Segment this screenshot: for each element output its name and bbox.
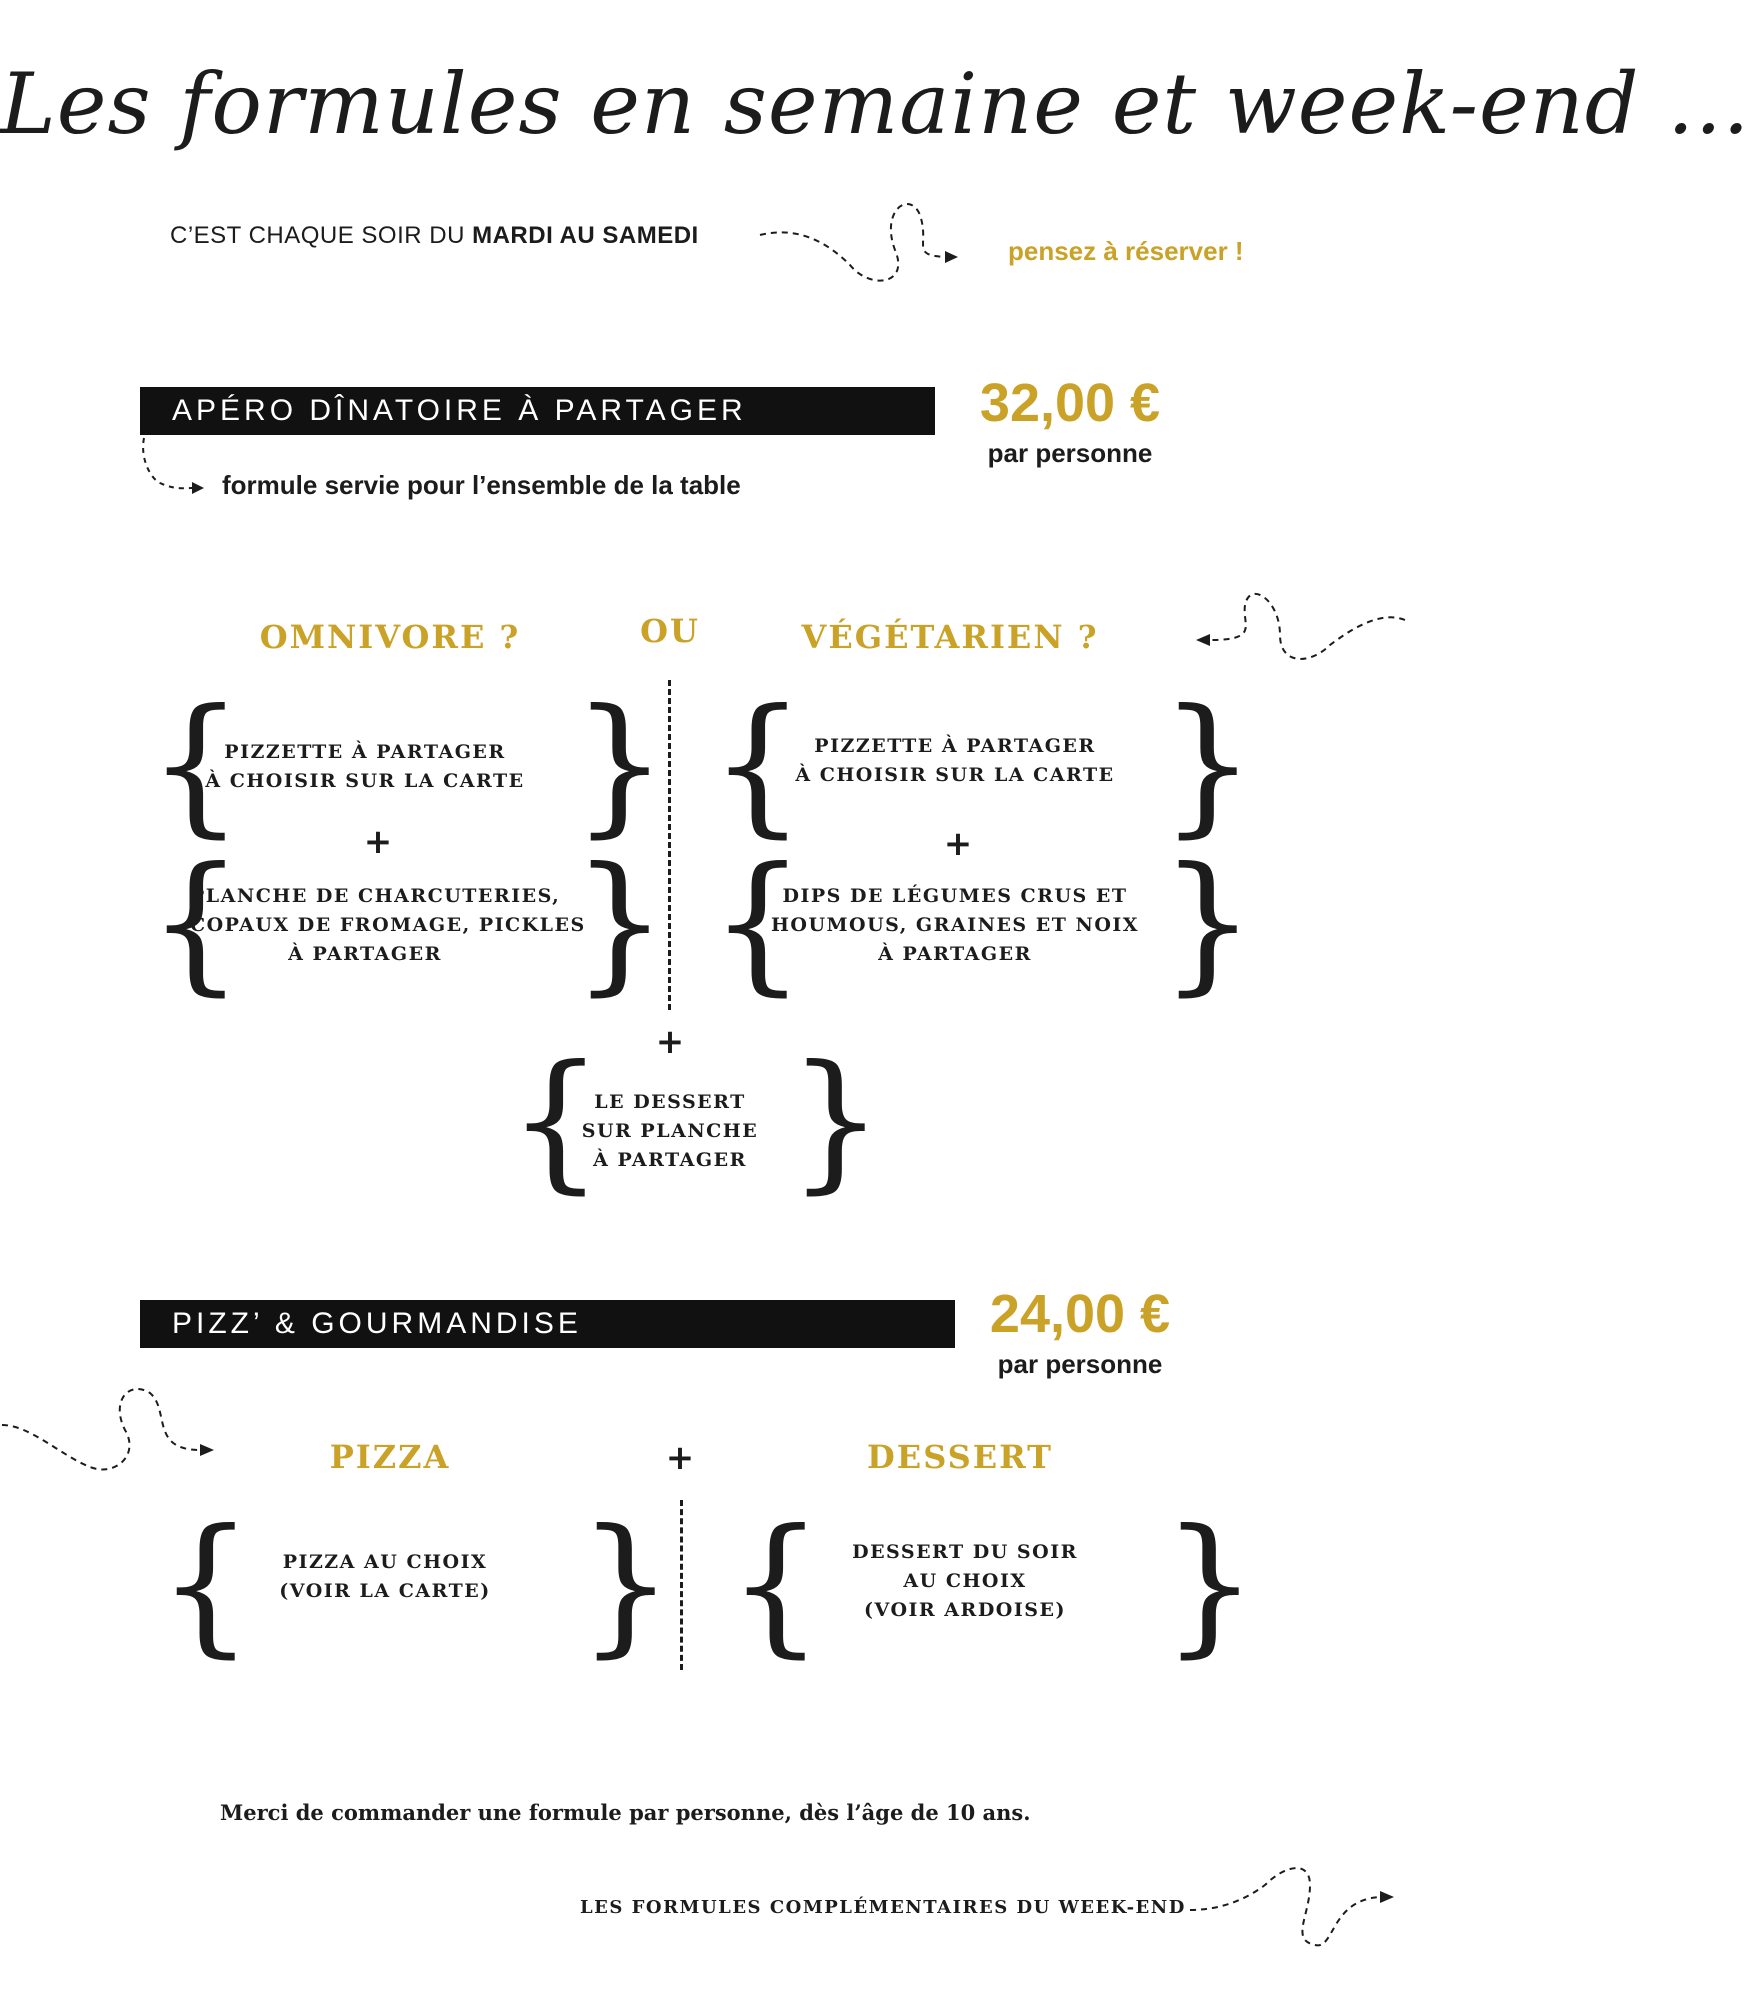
dashed-arrow-icon xyxy=(1180,580,1410,680)
left-brace: { xyxy=(148,678,244,852)
schedule-prefix: C’EST CHAQUE SOIR DU xyxy=(170,222,473,249)
omnivore-heading: OMNIVORE ? xyxy=(259,618,521,656)
pizza-item: PIZZA AU CHOIX (VOIR LA CARTE) xyxy=(279,1551,491,1602)
dashed-arrow-icon xyxy=(1190,1855,1405,1955)
left-brace: { xyxy=(710,678,806,852)
dashed-arrow-icon xyxy=(140,438,210,498)
formula-pizz-title: PIZZ’ & GOURMANDISE xyxy=(140,1300,955,1348)
formula-apero-note: formule servie pour l’ensemble de la table xyxy=(222,470,741,500)
vegetarian-item-pizzette: PIZZETTE À PARTAGER À CHOISIR SUR LA CARTE xyxy=(795,735,1115,786)
formula-apero-title: APÉRO DÎNATOIRE À PARTAGER xyxy=(140,387,935,435)
omnivore-item-pizzette: PIZZETTE À PARTAGER À CHOISIR SUR LA CARTE xyxy=(205,741,525,792)
omnivore-item-charcuterie: PLANCHE DE CHARCUTERIES, COPAUX DE FROMAGE, PICKLES À PARTAGER xyxy=(190,885,586,965)
reserve-reminder: pensez à réserver ! xyxy=(1008,236,1244,266)
schedule-days: MARDI AU SAMEDI xyxy=(472,222,699,249)
formula-pizz-per-person: par personne xyxy=(997,1349,1163,1379)
right-brace: } xyxy=(578,1498,674,1672)
weekend-formulas-link[interactable]: LES FORMULES COMPLÉMENTAIRES DU WEEK-END xyxy=(580,1897,1186,1918)
plus-icon: + xyxy=(655,1022,685,1062)
left-brace: { xyxy=(508,1034,604,1208)
page-title: Les formules en semaine et week-end ... xyxy=(0,55,1750,153)
left-brace: { xyxy=(710,836,806,1010)
vegetarian-item-dips: DIPS DE LÉGUMES CRUS ET HOUMOUS, GRAINES ET NOIX À PARTAGER xyxy=(770,885,1140,965)
schedule-text xyxy=(170,222,699,250)
plus-icon: + xyxy=(943,824,973,864)
right-brace: } xyxy=(572,678,668,852)
pizza-heading: PIZZA xyxy=(329,1438,451,1476)
right-brace: } xyxy=(1162,1498,1258,1672)
formula-pizz-price: 24,00 € xyxy=(989,1284,1171,1344)
dessert-item: DESSERT DU SOIR AU CHOIX (VOIR ARDOISE) xyxy=(852,1541,1078,1621)
shared-dessert-item: LE DESSERT SUR PLANCHE À PARTAGER xyxy=(581,1091,759,1171)
right-brace: } xyxy=(1160,678,1256,852)
vegetarian-heading: VÉGÉTARIEN ? xyxy=(801,618,1099,656)
left-brace: { xyxy=(148,836,244,1010)
dashed-arrow-icon xyxy=(0,1385,230,1485)
formula-apero-per-person: par personne xyxy=(987,438,1153,468)
or-label: OU xyxy=(640,612,700,650)
dessert-heading: DESSERT xyxy=(867,1438,1053,1476)
plus-icon: + xyxy=(665,1438,695,1478)
dashed-arrow-icon xyxy=(760,195,980,295)
plus-icon: + xyxy=(363,822,393,862)
left-brace: { xyxy=(728,1498,824,1672)
formula-apero-price: 32,00 € xyxy=(979,373,1161,433)
right-brace: } xyxy=(1160,836,1256,1010)
right-brace: } xyxy=(572,836,668,1010)
age-policy-note: Merci de commander une formule par personne, dès l’âge de 10 ans. xyxy=(220,1800,1031,1825)
center-divider xyxy=(668,680,671,1010)
right-brace: } xyxy=(788,1034,884,1208)
center-divider xyxy=(680,1500,683,1670)
left-brace: { xyxy=(158,1498,254,1672)
